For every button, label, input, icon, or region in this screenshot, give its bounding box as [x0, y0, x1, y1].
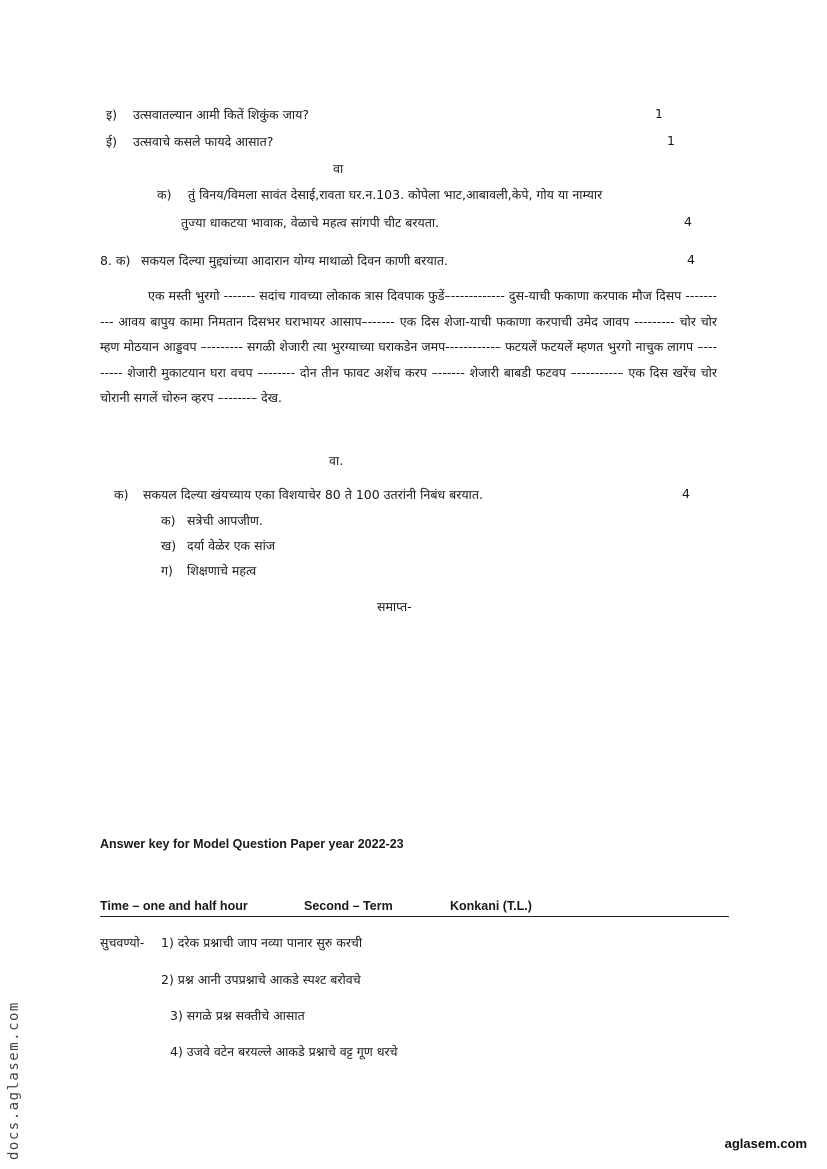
instructions-label: सुचवण्यो-	[100, 935, 145, 950]
subject-label: Konkani (T.L.)	[450, 899, 532, 913]
instruction-item: 4) उजवे वटेन बरयल्ले आकडे प्रश्नाचे वट्ट गूण धरचे	[170, 1044, 398, 1059]
end-marker: समाप्त-	[377, 599, 412, 614]
time-label: Time – one and half hour	[100, 899, 248, 913]
question-number: क)	[114, 487, 129, 502]
header-divider	[100, 916, 729, 917]
or-separator: वा.	[329, 453, 344, 468]
essay-option-number: ग)	[161, 563, 173, 578]
question-text: उत्सवाचे कसले फायदे आसात?	[133, 134, 274, 149]
essay-option: शिक्षणाचे महत्व	[187, 563, 257, 578]
essay-option-number: क)	[161, 513, 176, 528]
instruction-item: 3) सगळे प्रश्न सक्तीचे आसात	[170, 1008, 305, 1023]
question-marks: 4	[684, 214, 692, 229]
answer-key-title: Answer key for Model Question Paper year 2022-23	[100, 837, 404, 851]
essay-option: सत्रेची आपजीण.	[187, 513, 263, 528]
essay-option-number: ख)	[161, 538, 177, 553]
question-text: उत्सवातल्यान आमी कितें शिकुंक जाय?	[133, 107, 310, 122]
letter-question-line2: तुज्या धाकटया भावाक, वेळाचे महत्व सांगपी चीट बरयता.	[181, 215, 440, 230]
question-marks: 1	[667, 133, 675, 148]
brand-watermark: aglasem.com	[724, 1136, 807, 1151]
question-number: क)	[157, 187, 172, 202]
story-outline: एक मस्ती भुरगो ------- सदांच गावच्या लोकाक त्रास दिवपाक फुडें–------------ दुस-याची फकाणा करपाक मौज दिसप ---------- आवय बापुय कामा निमतान दिसभर घराभायर आसाप–------ एक दिस शेजा-याची फकाणा करपाची उमेद जावप --------- चोर चोर म्हण मोठयान आड्डवप –-------- सगळी शेजारी त्या भुरग्याच्या घराकडेन जमप-----------– फटयलें फटयलें म्हणत भुरगो नाचुक लागप –-------- शेजारी मुकाटयान घरा वचप –------- दोन तीन फावट अशेंच करप –------ शेजारी बाबडी फटवप –---------– एक दिस खरेंच चोर चोरानी सगलें चोरुन व्हरप –------– देख.	[100, 288, 717, 405]
or-separator: वा	[333, 161, 344, 176]
question-marks: 4	[687, 252, 695, 267]
instruction-item: 1) दरेक प्रश्नाची जाप नव्या पानार सुरु करची	[161, 935, 363, 950]
essay-option: दर्या वेळेर एक सांज	[187, 538, 276, 553]
question-marks: 1	[655, 106, 663, 121]
question-8-label: 8. क)	[100, 253, 131, 268]
question-marks: 4	[682, 486, 690, 501]
term-label: Second – Term	[304, 899, 393, 913]
essay-question-text: सकयल दिल्या खंयच्याय एका विशयाचेर 80 ते 100 उतरांनी निबंध बरयात.	[143, 487, 483, 502]
question-8-text: सकयल दिल्या मुद्द्यांच्या आदारान योग्य माथाळो दिवन काणी बरयात.	[141, 253, 448, 268]
question-number: इ)	[106, 107, 118, 122]
side-watermark: docs.aglasem.com	[6, 1001, 22, 1160]
letter-question-line1: तुं विनय/विमला सावंत देसाई,रावता घर.न.103. कोपेला भाट,आबावली,केपे, गोय या नाम्यार	[188, 187, 603, 202]
instruction-item: 2) प्रश्न आनी उपप्रश्नाचे आकडे स्पश्ट बरोवचे	[161, 972, 361, 987]
question-number: ई)	[106, 134, 118, 149]
